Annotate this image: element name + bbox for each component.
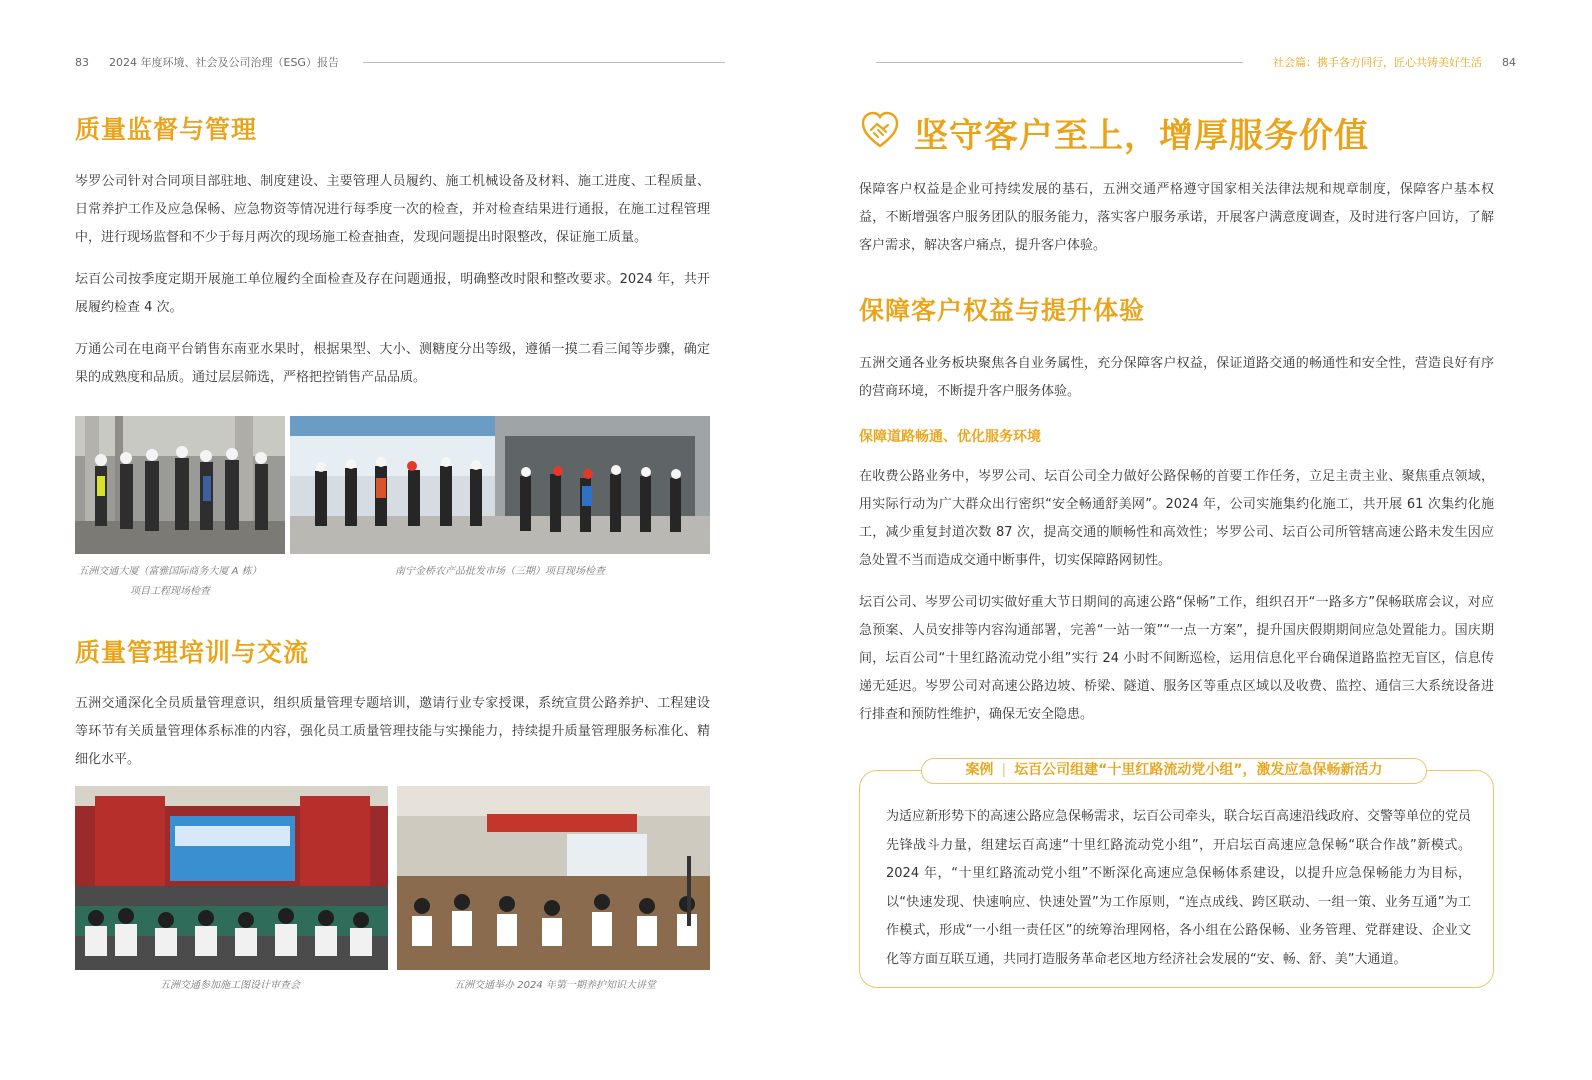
paragraph: 坛百公司按季度定期开展施工单位履约全面检查及存在问题通报，明确整改时限和整改要求。2024 年，共开展履约检查 4 次。 [75, 272, 710, 315]
running-head-left [75, 54, 725, 70]
page-number: 83 [75, 55, 89, 69]
paragraph: 万通公司在电商平台销售东南亚水果时，根据果型、大小、测糖度分出等级，遵循一摸二看三闻等步骤，确定果的成熟度和品质。通过层层筛选，严格把控销售产品品质。 [75, 342, 710, 385]
paragraph: 五洲交通深化全员质量管理意识，组织质量管理专题培训，邀请行业专家授课，系统宣贯公路养护、工程建设等环节有关质量管理体系标准的内容，强化员工质量管理技能与实操能力，持续提升质量管理服务标准化、精细化水平。 [75, 696, 710, 767]
sub-title: 保障道路畅通、优化服务环境 [859, 429, 1041, 445]
case-title: 坛百公司组建“十里红路流动党小组”，激发应急保畅新活力 [1014, 762, 1383, 778]
report-title: 2024 年度环境、社会及公司治理（ESG）报告 [109, 56, 339, 69]
photo-caption [70, 562, 270, 602]
paragraph: 在收费公路业务中，岑罗公司、坛百公司全力做好公路保畅的首要工作任务，立足主责主业、聚焦重点领域，用实际行动为广大群众出行密织“安全畅通舒美网”。2024 年，公司实施集约化施工，共开展 61 次集约化施工，减少重复封道次数 87 次，提高交通的顺畅性和高效性；岑罗公司、坛百公司所管辖高速公路未发生因应急处置不当而造成交通中断事件，切实保障路网韧性。 [859, 469, 1494, 568]
paragraph: 坛百公司、岑罗公司切实做好重大节日期间的高速公路“保畅”工作，组织召开“一路多方”保畅联席会议，对应急预案、人员安排等内容沟通部署，完善“一站一策”“一点一方案”，提升国庆假期期间应急处置能力。国庆期间，坛百公司“十里红路流动党小组”实行 24 小时不间断巡检，运用信息化平台确保道路监控无盲区，信息传递无延迟。岑罗公司对高速公路边坡、桥梁、隧道、服务区等重点区域以及收费、监控、通信三大系统设备进行排查和预防性维护，确保无安全隐患。 [859, 595, 1494, 722]
section-title-customer-rights: 保障客户权益与提升体验 [859, 296, 1146, 325]
heart-handshake-icon [860, 110, 900, 150]
photo-site-inspection-tower [75, 416, 285, 554]
paragraph: 保障客户权益是企业可持续发展的基石，五洲交通严格遵守国家相关法律法规和规章制度，保障客户基本权益，不断增强客户服务团队的服务能力，落实客户服务承诺，开展客户满意度调查，及时进行客户回访，了解客户需求，解决客户痛点，提升客户体验。 [859, 182, 1494, 253]
right-page [796, 0, 1592, 1080]
section-name: 社会篇：携手各方同行，匠心共铸美好生活 [1273, 56, 1482, 69]
paragraph: 岑罗公司针对合同项目部驻地、制度建设、主要管理人员履约、施工机械设备及材料、施工进度、工程质量、日常养护工作及应急保畅、应急物资等情况进行每季度一次的检查，并对检查结果进行通报，在施工过程管理中，进行现场监督和不少于每月两次的现场施工检查抽查，发现问题提出时限整改，保证施工质量。 [75, 174, 710, 245]
paragraph: 五洲交通各业务板块聚焦各自业务属性，充分保障客户权益，保证道路交通的畅通性和安全性，营造良好有序的营商环境，不断提升客户服务体验。 [859, 356, 1494, 399]
page-number: 84 [1502, 55, 1516, 69]
case-divider: | [1001, 762, 1007, 778]
photo-maintenance-lecture [397, 786, 710, 970]
photo-market-site-inspection [290, 416, 710, 554]
section-title-quality-supervision: 质量监督与管理 [75, 115, 258, 144]
case-label: 案例 [965, 762, 994, 778]
header-rule [876, 62, 1243, 63]
section-title-quality-training: 质量管理培训与交流 [75, 638, 310, 667]
case-text: 为适应新形势下的高速公路应急保畅需求，坛百公司牵头，联合坛百高速沿线政府、交警等单位的党员先锋战斗力量，组建坛百高速“十里红路流动党小组”，开启坛百高速应急保畅“联合作战”新模式。2024 年，“十里红路流动党小组”不断深化高速应急保畅体系建设，以提升应急保畅能力为目标，以“快速发现、快速响应、快速处置”为工作原则，“连点成线、跨区联动、一组一策、业务互通”为工作模式，形成“一小组一责任区”的统筹治理网格，各小组在公路保畅、业务管理、党群建设、企业文化等方面互联互通，共同打造服务革命老区地方经济社会发展的“安、畅、舒、美”大通道。 [886, 809, 1472, 967]
main-title: 坚守客户至上，增厚服务价值 [914, 116, 1369, 156]
photo-caption: 五洲交通参加施工图设计审查会 [160, 980, 300, 991]
running-head-right [876, 54, 1516, 70]
caption-line: 五洲交通大厦（富雅国际商务大厦 A 栋） [78, 566, 262, 577]
photo-caption: 南宁金桥农产品批发市场（三期）项目现场检查 [395, 566, 605, 577]
photo-caption: 五洲交通举办 2024 年第一期养护知识大讲堂 [454, 980, 656, 991]
caption-line: 项目工程现场检查 [130, 586, 210, 597]
header-rule [363, 62, 725, 63]
photo-design-review-meeting [75, 786, 388, 970]
case-title-tag [921, 758, 1427, 784]
